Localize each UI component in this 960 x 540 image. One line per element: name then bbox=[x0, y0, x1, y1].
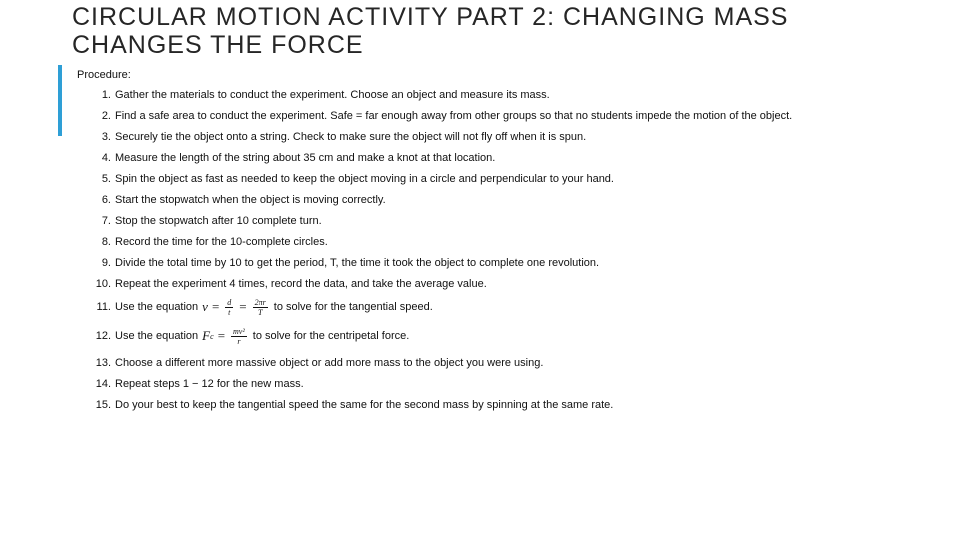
step-text: Securely tie the object onto a string. Check to make sure the object will not fly off when it is spun. bbox=[115, 130, 587, 143]
procedure-step bbox=[97, 147, 947, 168]
procedure-step bbox=[97, 294, 947, 320]
fraction-denominator: T bbox=[257, 307, 263, 317]
step-number: 4. bbox=[101, 151, 111, 164]
fraction-denominator: r bbox=[237, 336, 241, 346]
equation-lhs-subscript: c bbox=[210, 331, 214, 341]
step-text: Gather the materials to conduct the experiment. Choose an object and measure its mass. bbox=[115, 88, 550, 101]
step-number: 14. bbox=[95, 377, 111, 390]
fraction-denominator: t bbox=[228, 307, 231, 317]
step-number: 12. bbox=[95, 330, 111, 342]
procedure-steps bbox=[77, 84, 947, 415]
fraction-2pir-over-t bbox=[253, 298, 268, 317]
step-number: 9. bbox=[101, 256, 111, 269]
step-number: 11. bbox=[96, 301, 111, 313]
step-number: 15. bbox=[95, 398, 111, 411]
step-text: Choose a different more massive object or add more mass to the object you were using. bbox=[115, 356, 544, 369]
step-text: Find a safe area to conduct the experiment. Safe = far enough away from other groups so that no students impede the motion of the object. bbox=[115, 109, 793, 122]
step-text: Record the time for the 10-complete circles. bbox=[115, 235, 328, 248]
step-number: 5. bbox=[101, 172, 111, 185]
procedure-step bbox=[97, 394, 947, 415]
equals-sign: = bbox=[217, 328, 226, 343]
procedure-step bbox=[97, 273, 947, 294]
step-text: Stop the stopwatch after 10 complete turn. bbox=[115, 214, 322, 227]
step-number: 8. bbox=[101, 235, 111, 248]
step-number: 10. bbox=[95, 277, 111, 290]
step-text-after: to solve for the centripetal force. bbox=[252, 330, 410, 342]
procedure-step bbox=[97, 373, 947, 394]
step-text: Repeat steps 1 − 12 for the new mass. bbox=[115, 377, 304, 390]
step-number: 2. bbox=[101, 109, 111, 122]
step-text: Repeat the experiment 4 times, record the data, and take the average value. bbox=[115, 277, 487, 290]
step-number: 3. bbox=[101, 130, 111, 143]
centripetal-force-equation bbox=[202, 327, 249, 346]
step-number: 1. bbox=[101, 88, 111, 101]
procedure-step bbox=[97, 168, 947, 189]
step-number: 13. bbox=[95, 356, 111, 369]
slide-title-line-2: CHANGES THE FORCE bbox=[72, 31, 364, 59]
equation-lhs: F bbox=[202, 328, 211, 343]
slide-title bbox=[72, 3, 932, 59]
step-text-before: Use the equation bbox=[115, 301, 199, 313]
fraction-numerator: 2πr bbox=[254, 297, 266, 307]
procedure-step bbox=[97, 231, 947, 252]
procedure-step bbox=[97, 189, 947, 210]
fraction-d-over-t bbox=[225, 298, 233, 317]
procedure-step bbox=[97, 252, 947, 273]
procedure-box bbox=[77, 66, 947, 415]
step-number: 7. bbox=[101, 214, 111, 227]
fraction-numerator: mv² bbox=[233, 326, 245, 336]
procedure-heading: Procedure: bbox=[77, 69, 131, 81]
procedure-step bbox=[97, 126, 947, 147]
procedure-step bbox=[97, 352, 947, 373]
step-text: Do your best to keep the tangential speed the same for the second mass by spinning at the same rate. bbox=[115, 398, 614, 411]
procedure-step bbox=[97, 320, 947, 352]
step-text-before: Use the equation bbox=[115, 330, 199, 342]
equals-sign: = bbox=[239, 299, 247, 314]
step-text-after: to solve for the tangential speed. bbox=[273, 301, 433, 313]
step-text: Start the stopwatch when the object is moving correctly. bbox=[115, 193, 386, 206]
procedure-step bbox=[97, 210, 947, 231]
step-number: 6. bbox=[101, 193, 111, 206]
procedure-step bbox=[97, 105, 947, 126]
step-text: Divide the total time by 10 to get the period, T, the time it took the object to complete one revolution. bbox=[115, 256, 600, 269]
equation-lhs: v bbox=[202, 299, 208, 314]
procedure-step bbox=[97, 84, 947, 105]
step-text: Spin the object as fast as needed to keep the object moving in a circle and perpendicular to your hand. bbox=[115, 172, 614, 185]
tangential-speed-equation bbox=[202, 298, 270, 317]
accent-bar bbox=[58, 65, 62, 136]
equals-sign: = bbox=[211, 299, 220, 314]
fraction-mv2-over-r bbox=[231, 327, 247, 346]
slide-title-line-1: CIRCULAR MOTION ACTIVITY PART 2: CHANGING MASS bbox=[72, 3, 789, 31]
step-text: Measure the length of the string about 35 cm and make a knot at that location. bbox=[115, 151, 496, 164]
fraction-numerator: d bbox=[227, 297, 232, 307]
